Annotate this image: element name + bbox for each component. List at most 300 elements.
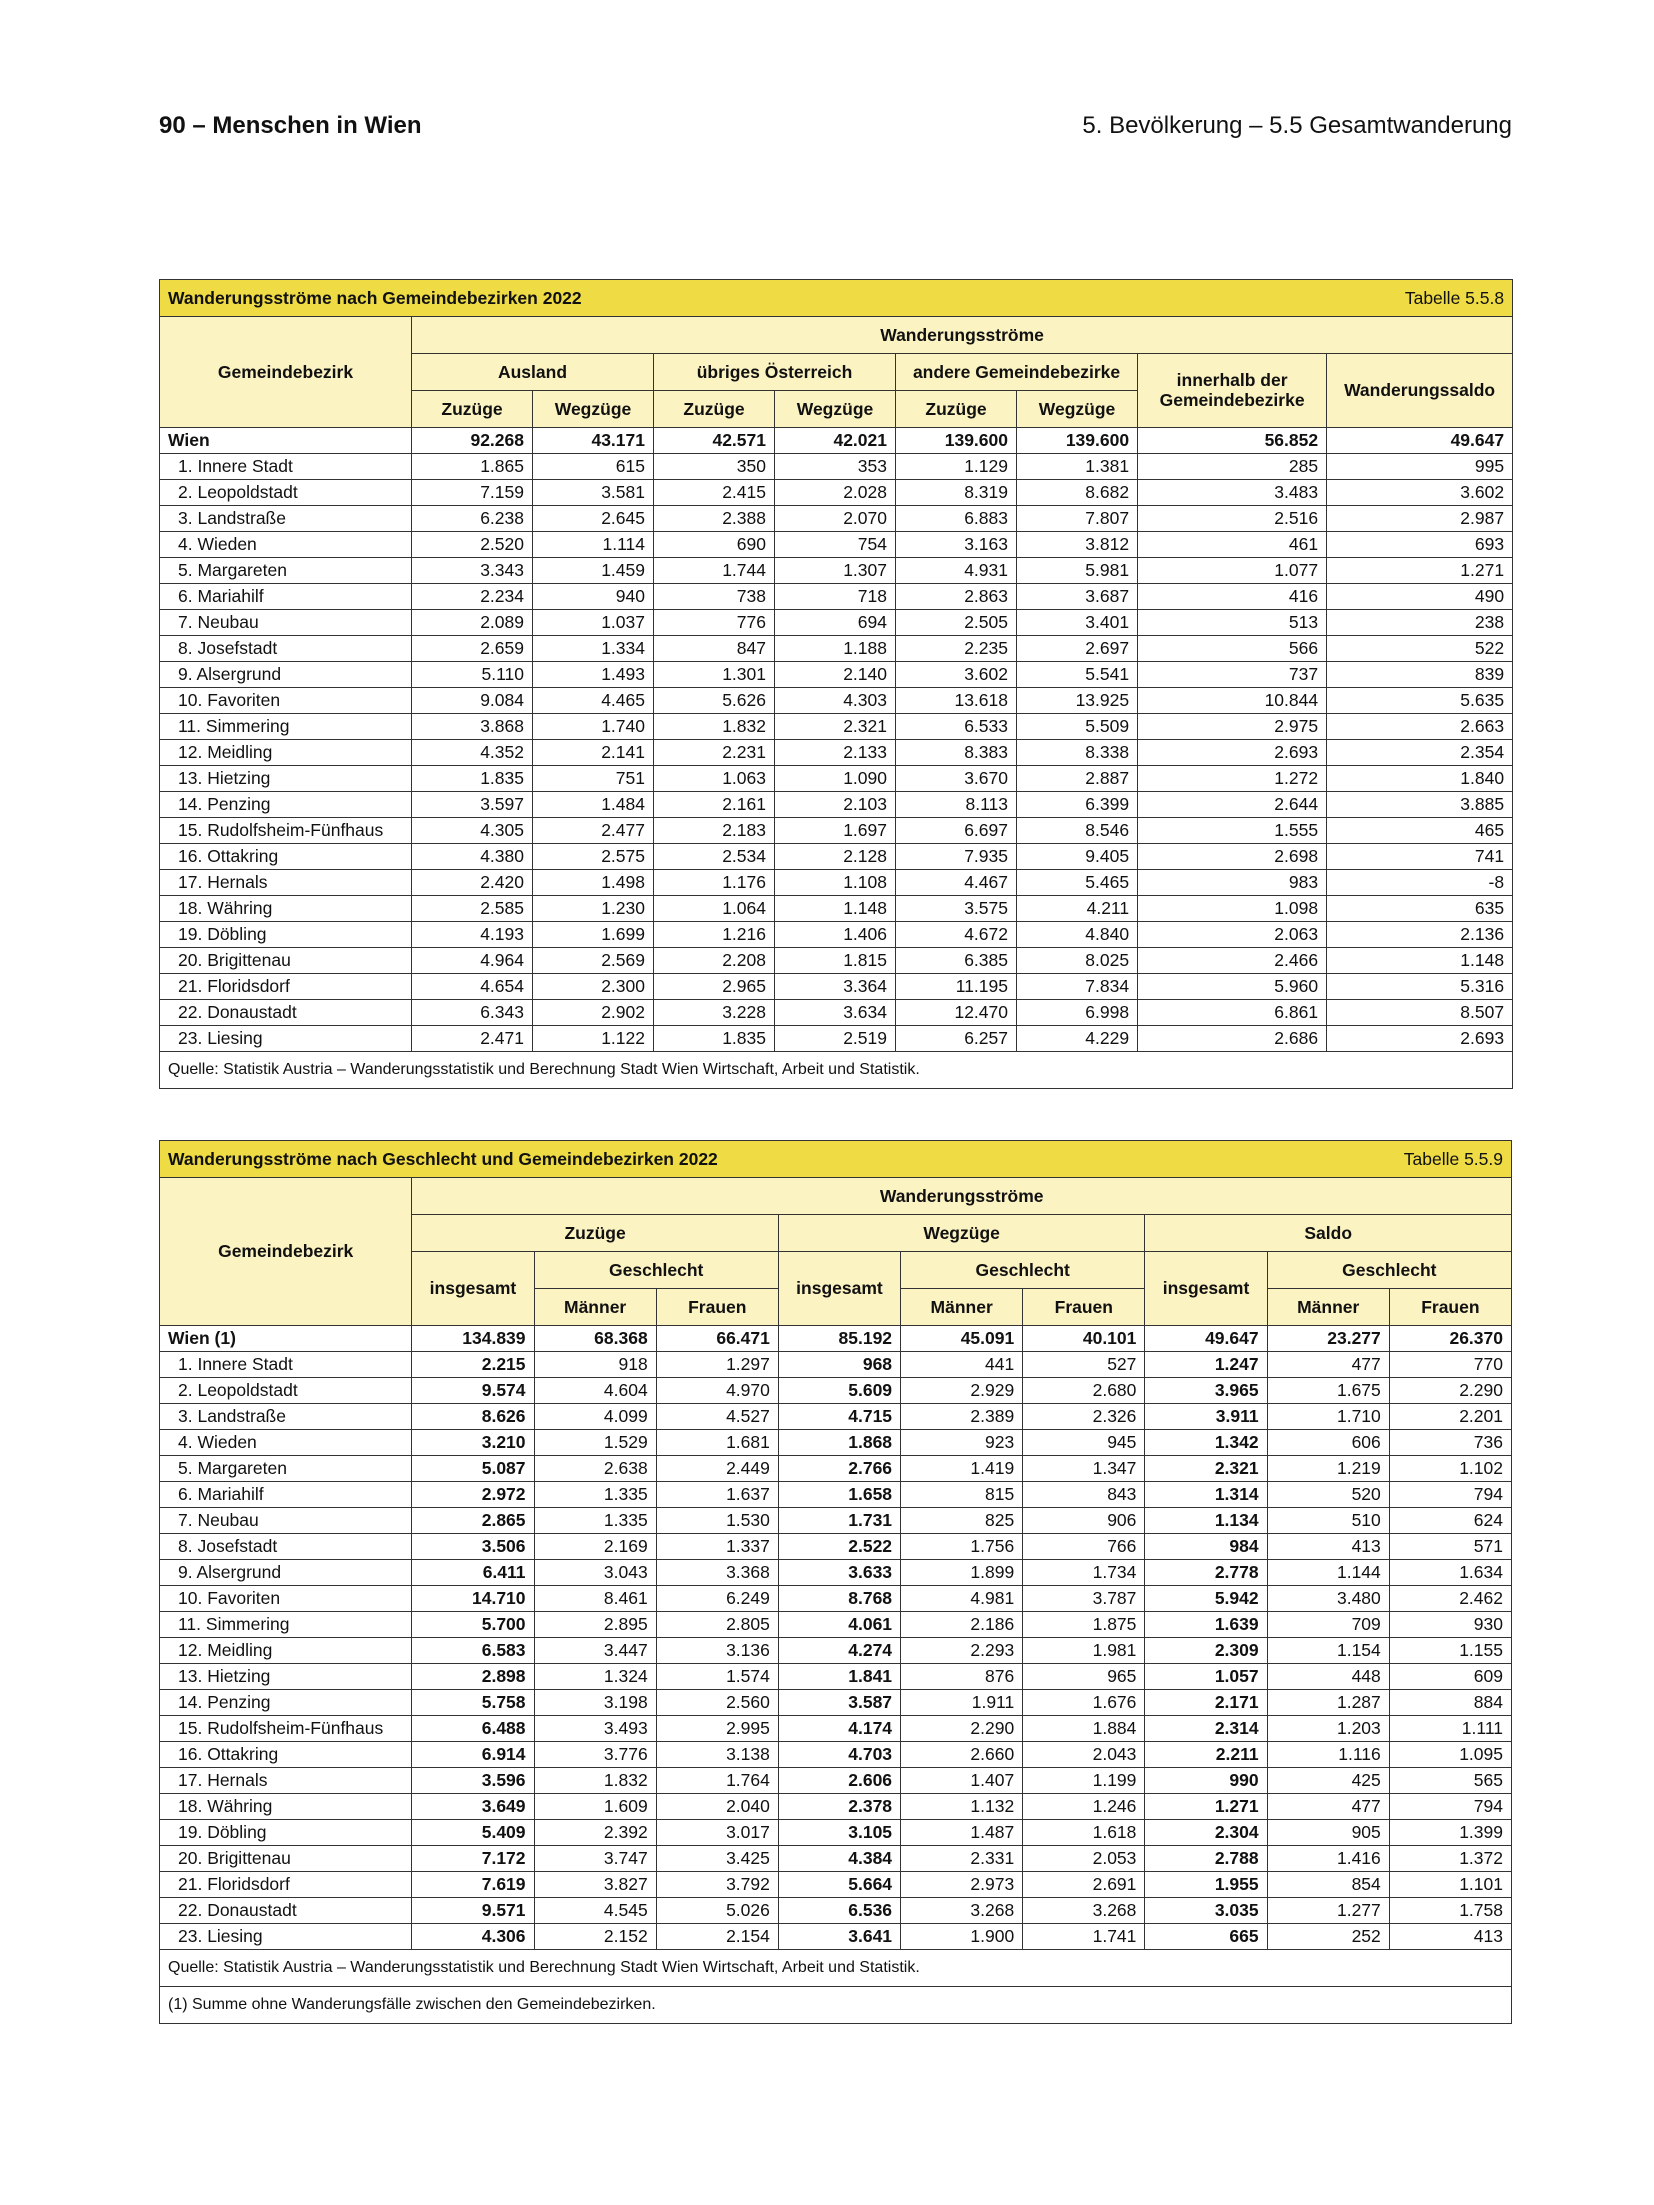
cell-value: 4.545: [534, 1898, 656, 1924]
cell-value: 2.354: [1327, 740, 1513, 766]
cell-value: 1.419: [901, 1456, 1023, 1482]
table-row: [160, 1000, 1513, 1026]
table-row: [160, 610, 1513, 636]
cell-value: 350: [654, 454, 775, 480]
district-name: 16. Ottakring: [160, 1742, 412, 1768]
cell-value: 2.973: [901, 1872, 1023, 1898]
table-row: [160, 714, 1513, 740]
col-header-saldo: Wanderungssaldo: [1327, 354, 1513, 428]
cell-value: 2.215: [412, 1352, 534, 1378]
cell-value: 1.064: [654, 896, 775, 922]
cell-value: 5.087: [412, 1456, 534, 1482]
cell-value: 1.108: [775, 870, 896, 896]
cell-value: 2.183: [654, 818, 775, 844]
cell-value: 2.231: [654, 740, 775, 766]
cell-value: 56.852: [1138, 428, 1327, 454]
cell-value: 2.290: [1389, 1378, 1511, 1404]
table-row: [160, 584, 1513, 610]
cell-value: 3.268: [1023, 1898, 1145, 1924]
cell-value: 2.471: [412, 1026, 533, 1052]
cell-value: 4.174: [778, 1716, 900, 1742]
cell-value: 825: [901, 1508, 1023, 1534]
cell-value: 6.533: [896, 714, 1017, 740]
col-header-innerhalb: innerhalb der Gemeindebezirke: [1138, 354, 1327, 428]
cell-value: 1.637: [656, 1482, 778, 1508]
cell-value: 6.257: [896, 1026, 1017, 1052]
cell-value: 918: [534, 1352, 656, 1378]
cell-value: 5.026: [656, 1898, 778, 1924]
cell-value: 606: [1267, 1430, 1389, 1456]
district-name: 6. Mariahilf: [160, 1482, 412, 1508]
cell-value: 1.199: [1023, 1768, 1145, 1794]
cell-value: 3.602: [896, 662, 1017, 688]
cell-value: 3.343: [412, 558, 533, 584]
cell-value: 4.840: [1017, 922, 1138, 948]
table-title: Wanderungsströme nach Geschlecht und Gemeindebezirken 2022: [160, 1141, 1268, 1178]
cell-value: 448: [1267, 1664, 1389, 1690]
cell-value: 815: [901, 1482, 1023, 1508]
cell-value: 2.887: [1017, 766, 1138, 792]
cell-value: 520: [1267, 1482, 1389, 1508]
cell-value: 8.113: [896, 792, 1017, 818]
table-row: [160, 1898, 1512, 1924]
cell-value: 3.105: [778, 1820, 900, 1846]
cell-value: 1.122: [533, 1026, 654, 1052]
cell-value: 984: [1145, 1534, 1267, 1560]
district-name: 15. Rudolfsheim-Fünfhaus: [160, 818, 412, 844]
col-group-wanderungsstroeme: Wanderungsströme: [412, 317, 1513, 354]
cell-value: 3.747: [534, 1846, 656, 1872]
cell-value: 2.693: [1138, 740, 1327, 766]
cell-value: 8.546: [1017, 818, 1138, 844]
cell-value: 2.965: [654, 974, 775, 1000]
cell-value: 1.102: [1389, 1456, 1511, 1482]
cell-value: 2.070: [775, 506, 896, 532]
district-name: 21. Floridsdorf: [160, 974, 412, 1000]
cell-value: 3.787: [1023, 1586, 1145, 1612]
cell-value: 49.647: [1145, 1326, 1267, 1352]
cell-value: 3.965: [1145, 1378, 1267, 1404]
cell-value: 1.247: [1145, 1352, 1267, 1378]
cell-value: 751: [533, 766, 654, 792]
cell-value: 718: [775, 584, 896, 610]
district-name: 18. Währing: [160, 1794, 412, 1820]
cell-value: 2.788: [1145, 1846, 1267, 1872]
cell-value: 2.169: [534, 1534, 656, 1560]
cell-value: 4.527: [656, 1404, 778, 1430]
footnote: (1) Summe ohne Wanderungsfälle zwischen den Gemeindebezirken.: [160, 1987, 1512, 2024]
cell-value: 11.195: [896, 974, 1017, 1000]
district-name: 17. Hernals: [160, 1768, 412, 1794]
cell-value: 2.389: [901, 1404, 1023, 1430]
cell-value: 10.844: [1138, 688, 1327, 714]
cell-value: 2.415: [654, 480, 775, 506]
district-name: 22. Donaustadt: [160, 1000, 412, 1026]
cell-value: 3.483: [1138, 480, 1327, 506]
table-row: [160, 480, 1513, 506]
cell-value: 3.480: [1267, 1586, 1389, 1612]
source-note: Quelle: Statistik Austria – Wanderungsstatistik und Berechnung Stadt Wien Wirtschaft, Arbeit und Statistik.: [160, 1052, 1513, 1089]
cell-value: 1.230: [533, 896, 654, 922]
table-row: [160, 636, 1513, 662]
cell-value: 4.654: [412, 974, 533, 1000]
cell-value: 1.835: [412, 766, 533, 792]
cell-value: 42.021: [775, 428, 896, 454]
cell-value: 2.569: [533, 948, 654, 974]
district-name: 14. Penzing: [160, 792, 412, 818]
cell-value: 1.301: [654, 662, 775, 688]
cell-value: 1.176: [654, 870, 775, 896]
cell-value: 1.219: [1267, 1456, 1389, 1482]
cell-value: 4.931: [896, 558, 1017, 584]
cell-value: 2.028: [775, 480, 896, 506]
cell-value: 5.409: [412, 1820, 534, 1846]
cell-value: 3.506: [412, 1534, 534, 1560]
table-row: [160, 1352, 1512, 1378]
cell-value: 1.744: [654, 558, 775, 584]
cell-value: 693: [1327, 532, 1513, 558]
cell-value: 615: [533, 454, 654, 480]
cell-value: 2.575: [533, 844, 654, 870]
cell-value: 4.981: [901, 1586, 1023, 1612]
cell-value: 285: [1138, 454, 1327, 480]
cell-value: 8.626: [412, 1404, 534, 1430]
table-row: [160, 1378, 1512, 1404]
cell-value: 134.839: [412, 1326, 534, 1352]
cell-value: 766: [1023, 1534, 1145, 1560]
cell-value: 441: [901, 1352, 1023, 1378]
cell-value: 4.384: [778, 1846, 900, 1872]
cell-value: 2.420: [412, 870, 533, 896]
cell-value: 737: [1138, 662, 1327, 688]
cell-value: 1.090: [775, 766, 896, 792]
cell-value: 26.370: [1389, 1326, 1511, 1352]
table-row: [160, 506, 1513, 532]
cell-value: 1.634: [1389, 1560, 1511, 1586]
cell-value: 522: [1327, 636, 1513, 662]
table-row-total: [160, 1326, 1512, 1352]
cell-value: 2.520: [412, 532, 533, 558]
cell-value: 413: [1389, 1924, 1511, 1950]
cell-value: 2.902: [533, 1000, 654, 1026]
cell-value: 7.935: [896, 844, 1017, 870]
cell-value: 635: [1327, 896, 1513, 922]
cell-value: 1.764: [656, 1768, 778, 1794]
cell-value: 4.672: [896, 922, 1017, 948]
cell-value: 923: [901, 1430, 1023, 1456]
cell-value: 2.560: [656, 1690, 778, 1716]
cell-value: 1.574: [656, 1664, 778, 1690]
table-title: Wanderungsströme nach Gemeindebezirken 2022: [160, 280, 1138, 317]
cell-value: 3.581: [533, 480, 654, 506]
cell-value: 2.378: [778, 1794, 900, 1820]
cell-value: 3.401: [1017, 610, 1138, 636]
cell-value: 6.883: [896, 506, 1017, 532]
cell-value: 49.647: [1327, 428, 1513, 454]
district-name: 10. Favoriten: [160, 688, 412, 714]
cell-value: 690: [654, 532, 775, 558]
cell-value: 2.691: [1023, 1872, 1145, 1898]
col-header-insgesamt: insgesamt: [778, 1252, 900, 1326]
table-row: [160, 740, 1513, 766]
cell-value: 66.471: [656, 1326, 778, 1352]
cell-value: 2.314: [1145, 1716, 1267, 1742]
cell-value: 3.602: [1327, 480, 1513, 506]
cell-value: 1.875: [1023, 1612, 1145, 1638]
cell-value: 1.277: [1267, 1898, 1389, 1924]
cell-value: 3.587: [778, 1690, 900, 1716]
cell-value: 4.467: [896, 870, 1017, 896]
cell-value: 995: [1327, 454, 1513, 480]
cell-value: 4.964: [412, 948, 533, 974]
table-row-total: [160, 428, 1513, 454]
district-name: 20. Brigittenau: [160, 948, 412, 974]
cell-value: 794: [1389, 1482, 1511, 1508]
cell-value: 1.324: [534, 1664, 656, 1690]
district-name: 6. Mariahilf: [160, 584, 412, 610]
cell-value: 1.297: [656, 1352, 778, 1378]
cell-value: 1.868: [778, 1430, 900, 1456]
cell-value: 2.645: [533, 506, 654, 532]
district-name: 9. Alsergrund: [160, 662, 412, 688]
cell-value: 6.998: [1017, 1000, 1138, 1026]
cell-value: 3.425: [656, 1846, 778, 1872]
table-row: [160, 1456, 1512, 1482]
cell-value: 5.316: [1327, 974, 1513, 1000]
table-row: [160, 896, 1513, 922]
cell-value: 3.228: [654, 1000, 775, 1026]
cell-value: 2.606: [778, 1768, 900, 1794]
cell-value: 3.641: [778, 1924, 900, 1950]
cell-value: 4.306: [412, 1924, 534, 1950]
cell-value: 461: [1138, 532, 1327, 558]
cell-value: 2.680: [1023, 1378, 1145, 1404]
cell-value: 2.697: [1017, 636, 1138, 662]
cell-value: 1.155: [1389, 1638, 1511, 1664]
col-header-maenner: Männer: [534, 1289, 656, 1326]
district-name: 2. Leopoldstadt: [160, 1378, 412, 1404]
cell-value: 3.017: [656, 1820, 778, 1846]
col-header-zuzuege: Zuzüge: [654, 391, 775, 428]
cell-value: 2.778: [1145, 1560, 1267, 1586]
cell-value: 4.604: [534, 1378, 656, 1404]
cell-value: 238: [1327, 610, 1513, 636]
cell-value: 1.129: [896, 454, 1017, 480]
cell-value: 2.171: [1145, 1690, 1267, 1716]
cell-value: 1.639: [1145, 1612, 1267, 1638]
cell-value: 510: [1267, 1508, 1389, 1534]
col-header-bezirk: Gemeindebezirk: [160, 317, 412, 428]
district-name: 17. Hernals: [160, 870, 412, 896]
cell-value: 1.337: [656, 1534, 778, 1560]
cell-value: 2.331: [901, 1846, 1023, 1872]
col-header-insgesamt: insgesamt: [1145, 1252, 1267, 1326]
cell-value: 8.682: [1017, 480, 1138, 506]
cell-value: 876: [901, 1664, 1023, 1690]
cell-value: 1.493: [533, 662, 654, 688]
cell-value: 839: [1327, 662, 1513, 688]
cell-value: 1.555: [1138, 818, 1327, 844]
cell-value: 1.407: [901, 1768, 1023, 1794]
cell-value: 1.697: [775, 818, 896, 844]
cell-value: 609: [1389, 1664, 1511, 1690]
cell-value: 1.063: [654, 766, 775, 792]
cell-value: 1.134: [1145, 1508, 1267, 1534]
cell-value: 1.314: [1145, 1482, 1267, 1508]
cell-value: 139.600: [1017, 428, 1138, 454]
cell-value: 2.392: [534, 1820, 656, 1846]
col-header-frauen: Frauen: [656, 1289, 778, 1326]
cell-value: 1.144: [1267, 1560, 1389, 1586]
col-header-frauen: Frauen: [1389, 1289, 1511, 1326]
cell-value: 736: [1389, 1430, 1511, 1456]
cell-value: 2.766: [778, 1456, 900, 1482]
cell-value: 566: [1138, 636, 1327, 662]
col-group-ausland: Ausland: [412, 354, 654, 391]
cell-value: 1.148: [775, 896, 896, 922]
cell-value: 1.484: [533, 792, 654, 818]
cell-value: 2.208: [654, 948, 775, 974]
table-5-5-8: [159, 279, 1512, 1089]
cell-value: 1.835: [654, 1026, 775, 1052]
table-number: Tabelle 5.5.8: [1138, 280, 1513, 317]
cell-value: 4.703: [778, 1742, 900, 1768]
cell-value: 2.638: [534, 1456, 656, 1482]
cell-value: 754: [775, 532, 896, 558]
cell-value: 968: [778, 1352, 900, 1378]
cell-value: 5.664: [778, 1872, 900, 1898]
cell-value: 1.116: [1267, 1742, 1389, 1768]
cell-value: 945: [1023, 1430, 1145, 1456]
cell-value: 2.975: [1138, 714, 1327, 740]
table-row: [160, 948, 1513, 974]
cell-value: 2.659: [412, 636, 533, 662]
cell-value: 3.597: [412, 792, 533, 818]
cell-value: 741: [1327, 844, 1513, 870]
cell-value: 5.465: [1017, 870, 1138, 896]
cell-value: 1.758: [1389, 1898, 1511, 1924]
col-group-saldo: Saldo: [1145, 1215, 1512, 1252]
cell-value: 4.229: [1017, 1026, 1138, 1052]
cell-value: 490: [1327, 584, 1513, 610]
cell-value: 1.037: [533, 610, 654, 636]
cell-value: 68.368: [534, 1326, 656, 1352]
cell-value: 1.057: [1145, 1664, 1267, 1690]
cell-value: 3.776: [534, 1742, 656, 1768]
cell-value: 624: [1389, 1508, 1511, 1534]
cell-value: 85.192: [778, 1326, 900, 1352]
cell-value: 3.364: [775, 974, 896, 1000]
cell-value: 1.307: [775, 558, 896, 584]
table-row: [160, 1664, 1512, 1690]
cell-value: 1.203: [1267, 1716, 1389, 1742]
table-5-5-9: [159, 1140, 1512, 2024]
cell-value: 2.154: [656, 1924, 778, 1950]
cell-value: 1.095: [1389, 1742, 1511, 1768]
cell-value: 3.268: [901, 1898, 1023, 1924]
cell-value: 2.505: [896, 610, 1017, 636]
cell-value: 92.268: [412, 428, 533, 454]
cell-value: 1.658: [778, 1482, 900, 1508]
cell-value: 1.372: [1389, 1846, 1511, 1872]
cell-value: 8.319: [896, 480, 1017, 506]
cell-value: 8.768: [778, 1586, 900, 1612]
cell-value: 2.805: [656, 1612, 778, 1638]
district-name: 18. Währing: [160, 896, 412, 922]
table-row: [160, 1794, 1512, 1820]
district-name: 8. Josefstadt: [160, 1534, 412, 1560]
cell-value: 2.136: [1327, 922, 1513, 948]
cell-value: 6.249: [656, 1586, 778, 1612]
cell-value: 5.942: [1145, 1586, 1267, 1612]
cell-value: 4.305: [412, 818, 533, 844]
cell-value: 43.171: [533, 428, 654, 454]
cell-value: 3.163: [896, 532, 1017, 558]
cell-value: 9.574: [412, 1378, 534, 1404]
cell-value: 1.609: [534, 1794, 656, 1820]
cell-value: 1.899: [901, 1560, 1023, 1586]
cell-value: 4.193: [412, 922, 533, 948]
table-row: [160, 1820, 1512, 1846]
cell-value: 1.815: [775, 948, 896, 974]
cell-value: 413: [1267, 1534, 1389, 1560]
cell-value: 565: [1389, 1768, 1511, 1794]
table-row: [160, 1638, 1512, 1664]
cell-value: 6.536: [778, 1898, 900, 1924]
table-row: [160, 870, 1513, 896]
cell-value: 3.138: [656, 1742, 778, 1768]
cell-value: 843: [1023, 1482, 1145, 1508]
cell-value: 6.914: [412, 1742, 534, 1768]
cell-value: 2.040: [656, 1794, 778, 1820]
cell-value: 2.309: [1145, 1638, 1267, 1664]
district-name: 20. Brigittenau: [160, 1846, 412, 1872]
cell-value: 2.522: [778, 1534, 900, 1560]
district-name: 15. Rudolfsheim-Fünfhaus: [160, 1716, 412, 1742]
cell-value: 1.148: [1327, 948, 1513, 974]
cell-value: 5.626: [654, 688, 775, 714]
cell-value: 2.211: [1145, 1742, 1267, 1768]
district-name: 8. Josefstadt: [160, 636, 412, 662]
cell-value: 4.211: [1017, 896, 1138, 922]
cell-value: 2.660: [901, 1742, 1023, 1768]
cell-value: 7.619: [412, 1872, 534, 1898]
table-number: Tabelle 5.5.9: [1267, 1141, 1511, 1178]
cell-value: 3.634: [775, 1000, 896, 1026]
cell-value: 2.987: [1327, 506, 1513, 532]
cell-value: 1.216: [654, 922, 775, 948]
cell-value: 1.734: [1023, 1560, 1145, 1586]
cell-value: 1.271: [1327, 558, 1513, 584]
cell-value: 1.272: [1138, 766, 1327, 792]
cell-value: 2.693: [1327, 1026, 1513, 1052]
district-name: 3. Landstraße: [160, 1404, 412, 1430]
col-header-zuzuege: Zuzüge: [896, 391, 1017, 428]
cell-value: 965: [1023, 1664, 1145, 1690]
col-header-insgesamt: insgesamt: [412, 1252, 534, 1326]
table-row: [160, 1716, 1512, 1742]
district-name: 12. Meidling: [160, 740, 412, 766]
cell-value: 14.710: [412, 1586, 534, 1612]
cell-value: 477: [1267, 1352, 1389, 1378]
cell-value: 2.516: [1138, 506, 1327, 532]
cell-value: 571: [1389, 1534, 1511, 1560]
cell-value: 1.498: [533, 870, 654, 896]
cell-value: 425: [1267, 1768, 1389, 1794]
cell-value: 3.911: [1145, 1404, 1267, 1430]
table-row: [160, 1560, 1512, 1586]
district-name: Wien (1): [160, 1326, 412, 1352]
